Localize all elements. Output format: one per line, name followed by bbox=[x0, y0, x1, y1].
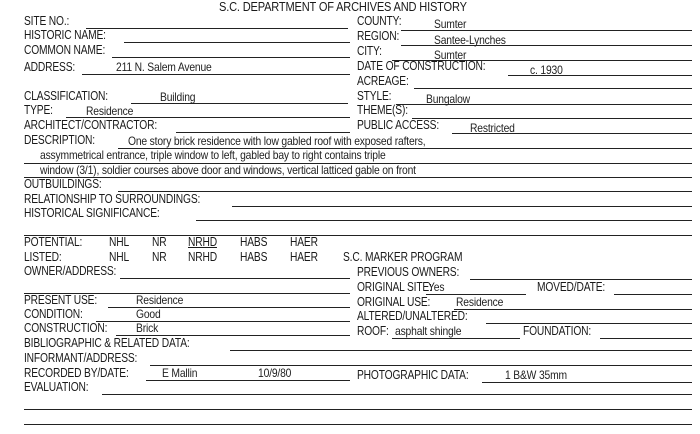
foundation-label: FOUNDATION: bbox=[523, 324, 592, 338]
recorded-by-field[interactable] bbox=[146, 380, 350, 381]
owner-address-field[interactable] bbox=[120, 278, 350, 279]
original-site-value: Yes bbox=[428, 280, 445, 294]
type-label: TYPE: bbox=[24, 103, 53, 117]
acreage-field[interactable] bbox=[414, 88, 692, 89]
date-construction-field[interactable] bbox=[508, 75, 692, 76]
classification-value: Building bbox=[160, 90, 196, 104]
foundation-field[interactable] bbox=[600, 338, 692, 339]
original-use-field[interactable] bbox=[454, 309, 692, 310]
significance-field[interactable] bbox=[196, 220, 692, 221]
acreage-label: ACREAGE: bbox=[357, 74, 409, 88]
region-value: Santee-Lynches bbox=[434, 33, 506, 47]
public-access-field[interactable] bbox=[452, 133, 692, 134]
recorded-by-value: E Mallin bbox=[162, 366, 198, 380]
potential-nr[interactable]: NR bbox=[152, 235, 167, 249]
evaluation-field[interactable] bbox=[102, 394, 692, 395]
relationship-field[interactable] bbox=[232, 206, 692, 207]
listed-nrhd[interactable]: NRHD bbox=[188, 250, 217, 264]
altered-label: ALTERED/UNALTERED: bbox=[357, 309, 468, 323]
description-line-2: assymmetrical entrance, triple window to left, gabled bay to right contains triple bbox=[40, 148, 386, 162]
region-field[interactable] bbox=[401, 45, 692, 46]
address-value: 211 N. Salem Avenue bbox=[116, 60, 212, 74]
date-construction-value: c. 1930 bbox=[530, 63, 563, 77]
historic-name-label: HISTORIC NAME: bbox=[24, 28, 106, 42]
informant-field[interactable] bbox=[150, 365, 692, 366]
significance-label: HISTORICAL SIGNIFICANCE: bbox=[24, 206, 160, 220]
city-label: CITY: bbox=[357, 44, 382, 58]
present-use-label: PRESENT USE: bbox=[24, 293, 98, 307]
listed-nhl[interactable]: NHL bbox=[109, 250, 130, 264]
listed-haer[interactable]: HAER bbox=[290, 250, 318, 264]
listed-label: LISTED: bbox=[24, 250, 62, 264]
description-field-3[interactable] bbox=[24, 177, 692, 178]
themes-label: THEME(S): bbox=[357, 103, 408, 117]
form-title: S.C. DEPARTMENT OF ARCHIVES AND HISTORY bbox=[219, 0, 467, 14]
photographic-value: 1 B&W 35mm bbox=[505, 368, 567, 382]
classification-label: CLASSIFICATION: bbox=[24, 89, 108, 103]
architect-label: ARCHITECT/CONTRACTOR: bbox=[24, 118, 158, 132]
roof-label: ROOF: bbox=[357, 324, 389, 338]
potential-habs[interactable]: HABS bbox=[240, 235, 268, 249]
evaluation-label: EVALUATION: bbox=[24, 380, 89, 394]
common-name-label: COMMON NAME: bbox=[24, 43, 106, 57]
style-label: STYLE: bbox=[357, 89, 392, 103]
public-access-value: Restricted bbox=[470, 121, 515, 135]
type-value: Residence bbox=[86, 104, 134, 118]
county-label: COUNTY: bbox=[357, 14, 402, 28]
photographic-field[interactable] bbox=[482, 382, 692, 383]
original-use-value: Residence bbox=[456, 295, 504, 309]
description-line-3: window (3/1), soldier courses above door and windows, vertical latticed gable on front bbox=[40, 163, 416, 177]
potential-nrhd[interactable]: NRHD bbox=[188, 235, 217, 249]
bibliographic-field[interactable] bbox=[230, 350, 692, 351]
style-field[interactable] bbox=[396, 104, 692, 105]
classification-field[interactable] bbox=[131, 103, 348, 104]
present-use-value: Residence bbox=[136, 293, 184, 307]
potential-label: POTENTIAL: bbox=[24, 235, 83, 249]
previous-owners-label: PREVIOUS OWNERS: bbox=[357, 265, 460, 279]
site-no-label: SITE NO.: bbox=[24, 14, 70, 28]
description-line-1: One story brick residence with low gabled roof with exposed rafters, bbox=[128, 134, 426, 148]
outbuildings-label: OUTBUILDINGS: bbox=[24, 177, 102, 191]
recorded-by-label: RECORDED BY/DATE: bbox=[24, 366, 129, 380]
recorded-date-value: 10/9/80 bbox=[258, 366, 292, 380]
site-no-field[interactable] bbox=[86, 28, 348, 29]
region-label: REGION: bbox=[357, 29, 400, 43]
date-construction-label: DATE OF CONSTRUCTION: bbox=[357, 59, 486, 73]
themes-field[interactable] bbox=[412, 118, 692, 119]
construction-label: CONSTRUCTION: bbox=[24, 321, 108, 335]
photographic-label: PHOTOGRAPHIC DATA: bbox=[357, 368, 469, 382]
condition-label: CONDITION: bbox=[24, 307, 83, 321]
informant-label: INFORMANT/ADDRESS: bbox=[24, 351, 138, 365]
evaluation-field-3[interactable] bbox=[24, 424, 692, 425]
roof-field[interactable] bbox=[392, 338, 520, 339]
city-value: Sumter bbox=[434, 48, 467, 62]
address-field[interactable] bbox=[82, 74, 350, 75]
listed-nr[interactable]: NR bbox=[152, 250, 167, 264]
condition-field[interactable] bbox=[96, 321, 350, 322]
original-site-label: ORIGINAL SITE: bbox=[357, 280, 432, 294]
architect-field[interactable] bbox=[176, 132, 350, 133]
potential-haer[interactable]: HAER bbox=[290, 235, 318, 249]
address-label: ADDRESS: bbox=[24, 60, 76, 74]
historic-name-field[interactable] bbox=[124, 42, 350, 43]
moved-date-label: MOVED/DATE: bbox=[537, 280, 606, 294]
roof-value: asphalt shingle bbox=[395, 324, 462, 338]
construction-value: Brick bbox=[136, 321, 159, 335]
common-name-field[interactable] bbox=[112, 57, 350, 58]
evaluation-field-2[interactable] bbox=[24, 409, 692, 410]
style-value: Bungalow bbox=[426, 92, 470, 106]
county-field[interactable] bbox=[401, 30, 692, 31]
moved-date-field[interactable] bbox=[614, 294, 692, 295]
owner-address-label: OWNER/ADDRESS: bbox=[24, 264, 117, 278]
public-access-label: PUBLIC ACCESS: bbox=[357, 118, 440, 132]
listed-habs[interactable]: HABS bbox=[240, 250, 268, 264]
county-value: Sumter bbox=[434, 17, 467, 31]
outbuildings-field[interactable] bbox=[118, 191, 692, 192]
marker-program-label: S.C. MARKER PROGRAM bbox=[343, 250, 463, 264]
original-use-label: ORIGINAL USE: bbox=[357, 295, 431, 309]
condition-value: Good bbox=[136, 307, 161, 321]
bibliographic-label: BIBLIOGRAPHIC & RELATED DATA: bbox=[24, 336, 190, 350]
potential-nhl[interactable]: NHL bbox=[109, 235, 130, 249]
relationship-label: RELATIONSHIP TO SURROUNDINGS: bbox=[24, 192, 201, 206]
description-label: DESCRIPTION: bbox=[24, 133, 95, 147]
